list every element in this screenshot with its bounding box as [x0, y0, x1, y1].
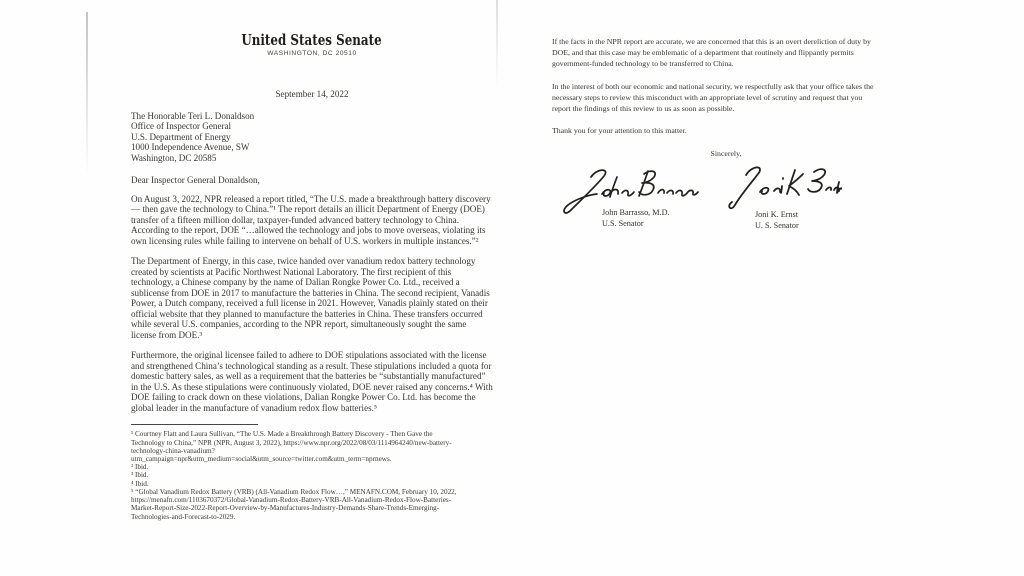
signer-title: U. S. Senator [755, 220, 799, 230]
ernst-signature-icon [724, 161, 842, 217]
letter-page-2 [552, 36, 882, 230]
recipient-line: Office of Inspector General [131, 121, 232, 132]
letter-date: September 14, 2022 [275, 89, 349, 99]
body-paragraph-5: In the interest of both our economic and national security, we respectfully ask that your office takes the necessary steps to review this misconduct with an appropriate level of scrutiny and request that you report the findings of this review to us as soon as possible. [552, 81, 874, 114]
salutation: Dear Inspector General Donaldson, [131, 175, 260, 186]
footnote-4: ⁴ Ibid. [131, 479, 149, 488]
recipient-line: The Honorable Teri L. Donaldson [131, 110, 255, 121]
recipient-line: U.S. Department of Energy [131, 131, 231, 142]
letter-page-1 [131, 30, 493, 521]
footnote-2: ² Ibid. [131, 463, 149, 472]
ernst-name-block [755, 210, 799, 231]
letterhead-address: WASHINGTON, DC 20510 [267, 50, 357, 57]
closing-sincerely: Sincerely, [710, 149, 742, 159]
body-paragraph-2: The Department of Energy, in this case, twice handed over vanadium redox battery technology created by scientists at Pacific Northwest National Laboratory. The first recipient of this technology, a Chinese company by the name of Dalian Rongke Power Co. Ltd., received a sublicense from DOE in 2017 to manufacture the batteries in China. The second recipient, Vanadis Power, a Dutch company, received a full license in 2021. However, Vanadis plainly stated on their official website that they planned to manufacture the batteries in China. These transfers occurred while several U.S. companies, according to the NPR report, simultaneously sought the same license from DOE.³ [131, 256, 490, 340]
body-paragraph-6: Thank you for your attention to this matter. [552, 126, 687, 136]
recipient-line: 1000 Independence Avenue, SW [131, 142, 250, 153]
signer-name: Joni K. Ernst [755, 210, 798, 219]
page-edge-left [86, 12, 88, 177]
signer-name: John Barrasso, M.D. [602, 208, 670, 217]
letterhead-title: United States Senate [241, 32, 383, 49]
senate-letterhead [131, 32, 493, 58]
footnotes-block [131, 430, 465, 520]
footnote-1: ¹ Courtney Flatt and Laura Sullivan, “The U.S. Made a Breakthrough Battery Discovery - Then Gave the Technology to China,” NPR (NPR, August 3, 2022), https://www.npr.org/2022/08/03/1114964240/new-battery-technology-china-vanadium?utm_campaign=npr&utm_medium=social&utm_source=twitter.com&utm_term=nprnews. [131, 430, 452, 464]
recipient-line: Washington, DC 20585 [131, 152, 217, 163]
ernst-signature [724, 161, 842, 217]
body-paragraph-1: On August 3, 2022, NPR released a report titled, “The U.S. made a breakthrough battery discovery — then gave the technology to China.”¹ The report details an illicit Department of Energy (DOE) transfer of a fifteen million dollar, taxpayer-funded advanced battery technology to China. According to the report, DOE “…allowed the technology and jobs to move overseas, violating its own licensing rules while failing to intervene on behalf of U.S. workers in multiple instances.”² [131, 193, 491, 246]
signer-title: U.S. Senator [602, 218, 644, 228]
recipient-address-block [131, 111, 493, 164]
footnote-separator [131, 424, 258, 425]
footnote-3: ³ Ibid. [131, 471, 149, 480]
body-paragraph-4: If the facts in the NPR report are accurate, we are concerned that this is an overt dereliction of duty by DOE, and that this case may be emblematic of a department that routinely and flippantly permits government-funded technology to be transferred to China. [552, 37, 871, 69]
page-edge-middle [496, 0, 498, 90]
body-paragraph-3: Furthermore, the original licensee failed to adhere to DOE stipulations associated with the license and strengthened China’s technological standing as a result. These stipulations included a quota for domestic battery sales, as well as a requirement that the batteries be “substantially manufactured” in the U.S. As these stipulations were continuously violated, DOE never raised any concerns.⁴ With DOE failing to crack down on these violations, Dalian Rongke Power Co. Ltd. has become the global leader in the manufacture of vanadium redox flow batteries.⁵ [131, 350, 493, 413]
footnote-5: ⁵ “Global Vanadium Redox Battery (VRB) (All-Vanadium Redox Flow…,” MENAFN.COM, February 10, 2022, https://menafn.com/1103670372/Global-Vanadium-Redox-Battery-VRB-All-Vanadium-Redox-Flow-Batteries-Market-Report-Size-2022-Report-Overview-by-Manufactures-Industry-Demands-Share-Trends-Emerging-Technologies-and-Forecast-to-2029. [131, 487, 457, 521]
barrasso-name-block [602, 208, 670, 229]
